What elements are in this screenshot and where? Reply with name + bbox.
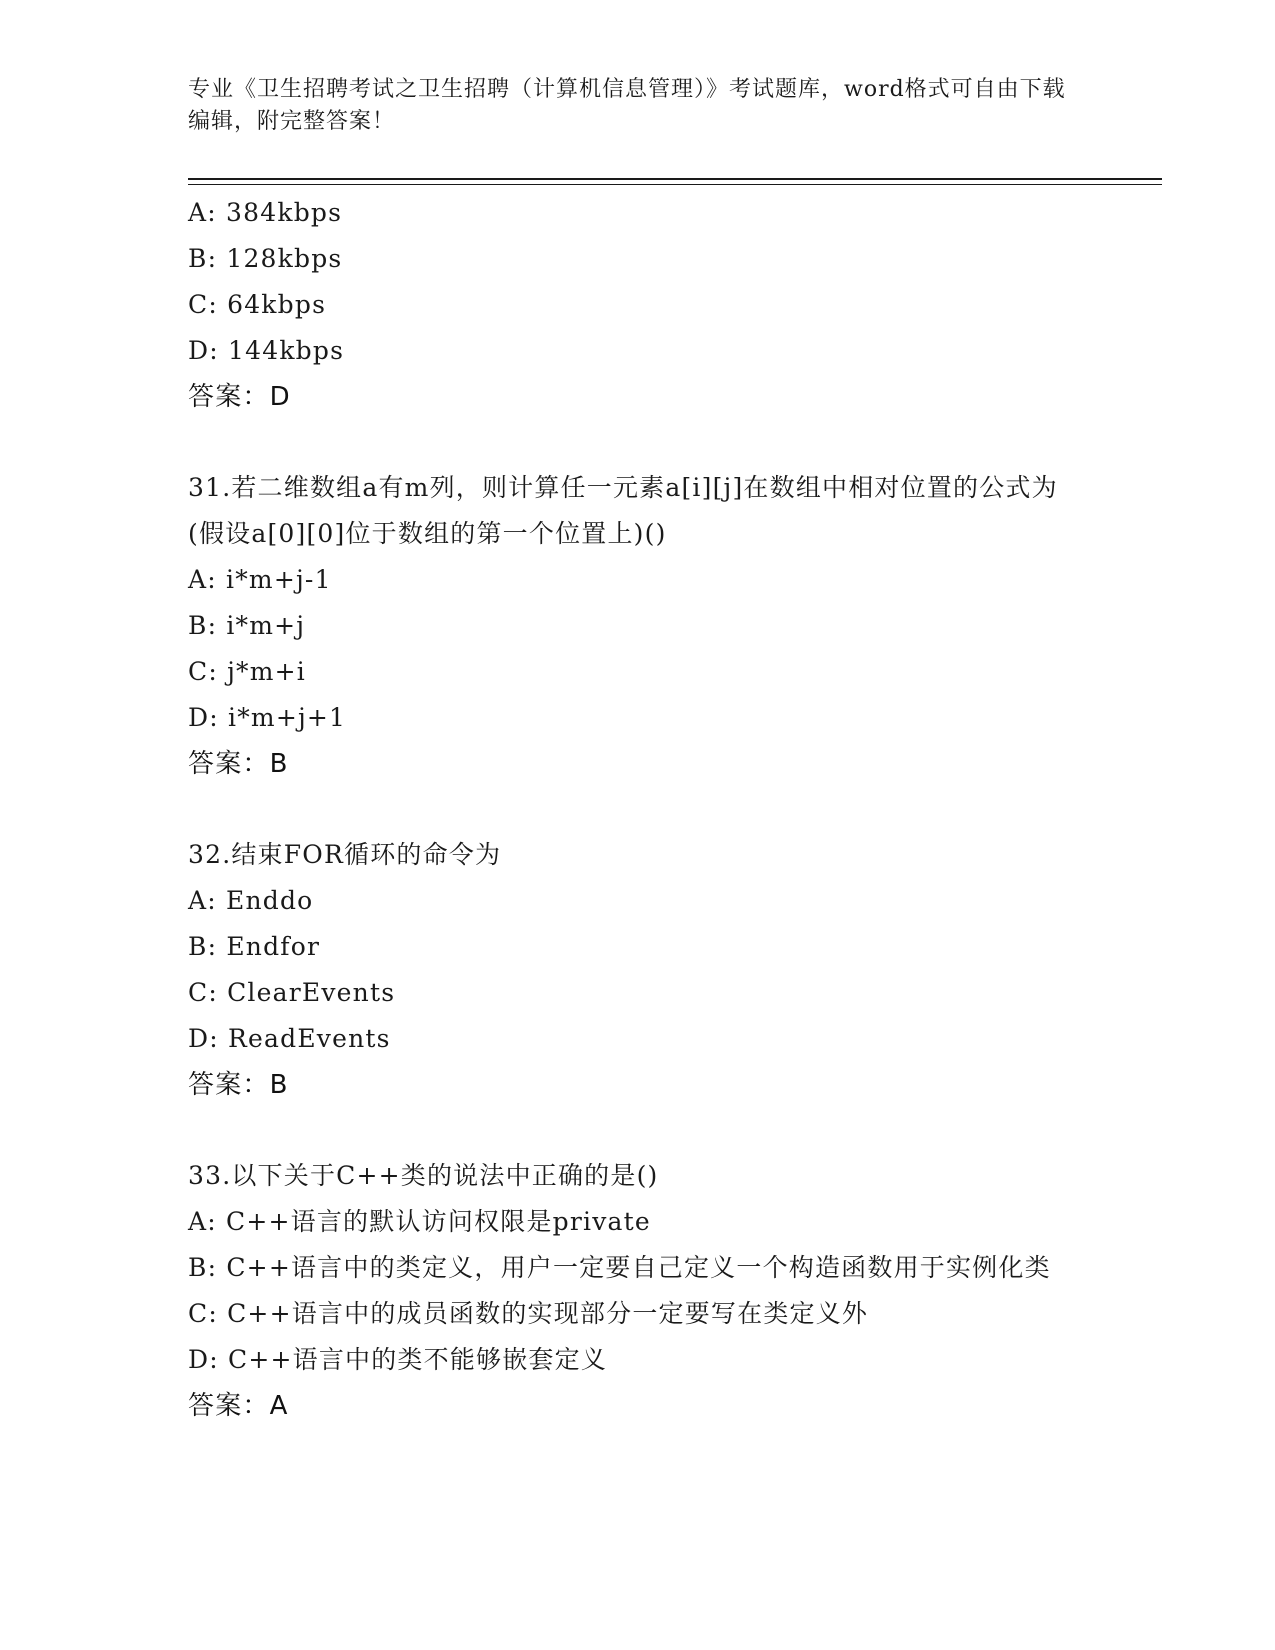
question-block-31 — [188, 465, 1068, 787]
header-divider-thin — [188, 184, 1162, 185]
option-a: A: 384kbps — [188, 198, 343, 227]
question-text: 33.以下关于C++类的说法中正确的是() — [188, 1161, 659, 1190]
option-b: B: Endfor — [188, 932, 321, 961]
option-b: B: 128kbps — [188, 244, 343, 273]
answer: 答案：D — [188, 382, 291, 412]
answer: 答案：A — [188, 1391, 289, 1421]
option-a: A: C++语言的默认访问权限是private — [188, 1207, 651, 1236]
answer: 答案：B — [188, 1070, 289, 1100]
question-block-32 — [188, 832, 1068, 1108]
option-b: B: C++语言中的类定义，用户一定要自己定义一个构造函数用于实例化类 — [188, 1253, 1051, 1282]
question-list — [188, 190, 1068, 1429]
option-b: B: i*m+j — [188, 611, 306, 640]
option-c: C: j*m+i — [188, 657, 306, 686]
option-c: C: ClearEvents — [188, 978, 396, 1007]
option-a: A: Enddo — [188, 886, 314, 915]
answer: 答案：B — [188, 749, 289, 779]
option-c: C: 64kbps — [188, 290, 327, 319]
option-d: D: C++语言中的类不能够嵌套定义 — [188, 1345, 608, 1374]
option-d: D: i*m+j+1 — [188, 703, 347, 732]
option-d: D: 144kbps — [188, 336, 345, 365]
question-text: 32.结束FOR循环的命令为 — [188, 840, 502, 869]
header-divider — [188, 178, 1162, 180]
option-d: D: ReadEvents — [188, 1024, 391, 1053]
option-a: A: i*m+j-1 — [188, 565, 332, 594]
question-block-33 — [188, 1153, 1068, 1429]
option-c: C: C++语言中的成员函数的实现部分一定要写在类定义外 — [188, 1299, 869, 1328]
question-text: 31.若二维数组a有m列，则计算任一元素a[i][j]在数组中相对位置的公式为(假设a[0][0]位于数组的第一个位置上)() — [188, 473, 1058, 548]
document-header: 专业《卫生招聘考试之卫生招聘（计算机信息管理）》考试题库，word格式可自由下载编辑，附完整答案！ — [188, 77, 1066, 134]
question-block-prev — [188, 190, 1068, 420]
